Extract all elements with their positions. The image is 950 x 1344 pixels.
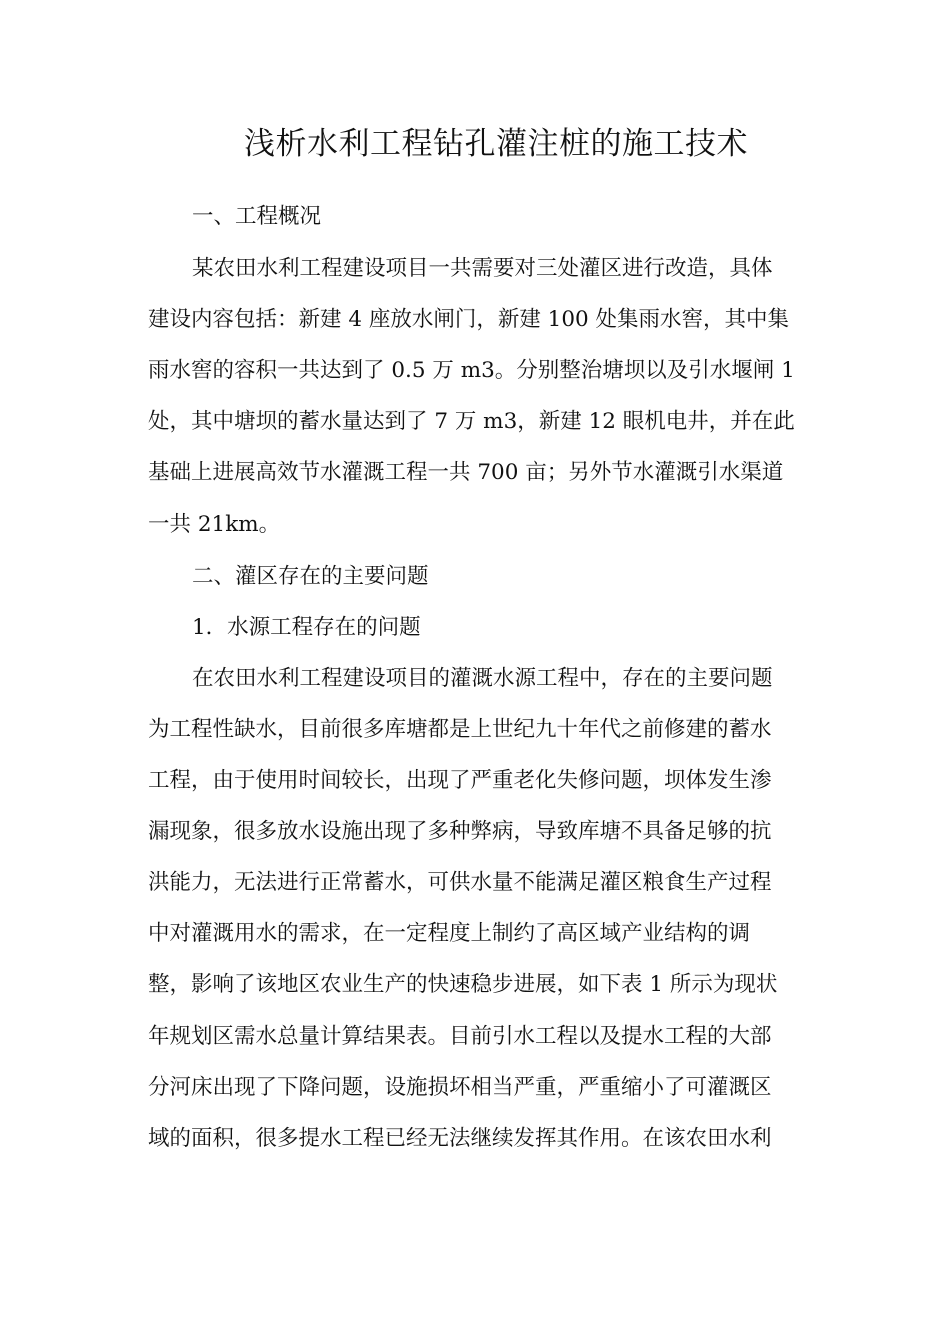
paragraph-line: 某农田水利工程建设项目一共需要对三处灌区进行改造，具体 [192, 256, 773, 281]
paragraph-line: 整，影响了该地区农业生产的快速稳步进展，如下表 1 所示为现状 [148, 972, 778, 997]
paragraph-line: 为工程性缺水，目前很多库塘都是上世纪九十年代之前修建的蓄水 [148, 717, 772, 742]
paragraph-line: 雨水窖的容积一共达到了 0.5 万 m3。分别整治塘坝以及引水堰闸 1 [148, 358, 795, 383]
section-heading-2: 二、灌区存在的主要问题 [192, 564, 429, 589]
paragraph-line: 处，其中塘坝的蓄水量达到了 7 万 m3，新建 12 眼机电井，并在此 [148, 409, 795, 434]
paragraph-line: 域的面积，很多提水工程已经无法继续发挥其作用。在该农田水利 [148, 1126, 772, 1151]
paragraph-line: 工程，由于使用时间较长，出现了严重老化失修问题，坝体发生渗 [148, 768, 772, 793]
subsection-heading: 1．水源工程存在的问题 [192, 615, 421, 640]
paragraph-line: 建设内容包括：新建 4 座放水闸门，新建 100 处集雨水窖，其中集 [148, 307, 790, 332]
paragraph-line: 洪能力，无法进行正常蓄水，可供水量不能满足灌区粮食生产过程 [148, 870, 772, 895]
document-title: 浅析水利工程钻孔灌注桩的施工技术 [244, 126, 748, 162]
paragraph-line: 漏现象，很多放水设施出现了多种弊病，导致库塘不具备足够的抗 [148, 819, 772, 844]
paragraph-line: 年规划区需水总量计算结果表。目前引水工程以及提水工程的大部 [148, 1024, 772, 1049]
paragraph-line: 分河床出现了下降问题，设施损坏相当严重，严重缩小了可灌溉区 [148, 1075, 772, 1100]
paragraph-line: 中对灌溉用水的需求，在一定程度上制约了高区域产业结构的调 [148, 921, 751, 946]
paragraph-line: 在农田水利工程建设项目的灌溉水源工程中，存在的主要问题 [192, 666, 773, 691]
section-heading-1: 一、工程概况 [192, 204, 322, 229]
paragraph-line: 一共 21km。 [148, 512, 281, 537]
paragraph-line: 基础上进展高效节水灌溉工程一共 700 亩；另外节水灌溉引水渠道 [148, 460, 784, 485]
